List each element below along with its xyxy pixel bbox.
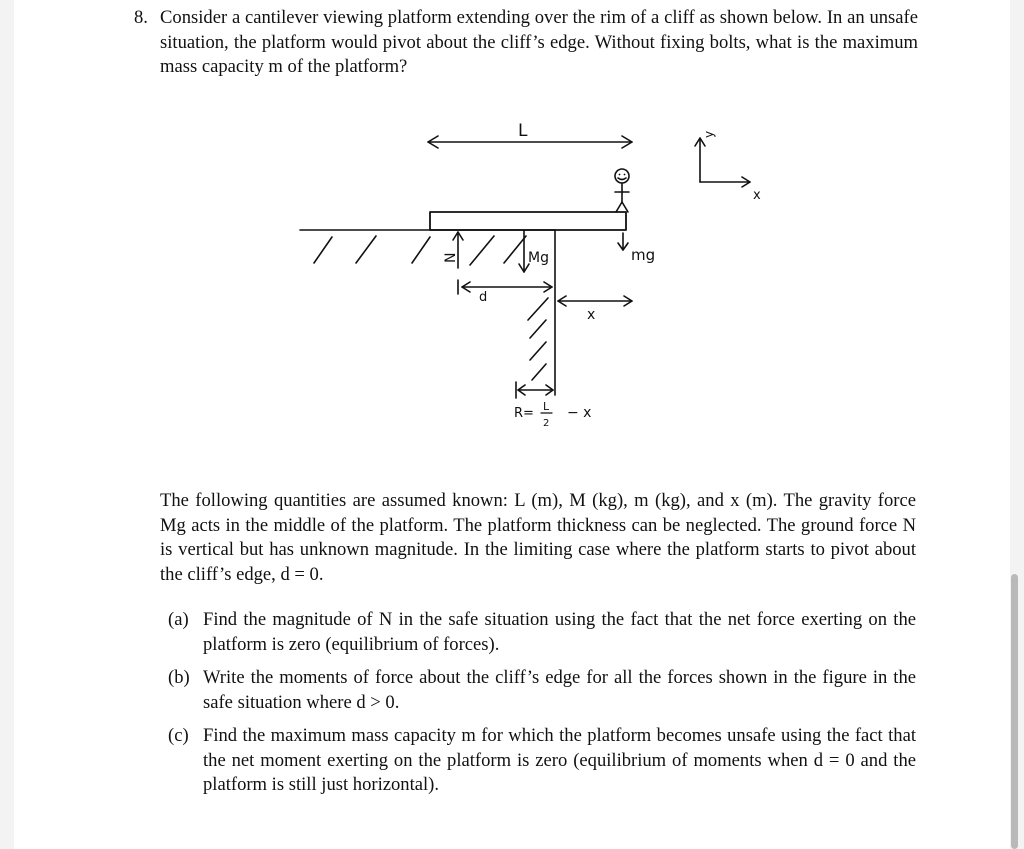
r-dimension-arrow <box>516 382 553 398</box>
axis-x-label: x <box>753 188 761 203</box>
question-number: 8. <box>134 7 148 28</box>
sub-questions <box>168 608 916 807</box>
length-arrow <box>428 136 632 148</box>
axes-icon <box>695 138 750 187</box>
d-label: d <box>479 290 488 305</box>
r-formula <box>514 400 591 429</box>
part-b-label: (b) <box>168 667 190 688</box>
platform-beam <box>430 212 626 230</box>
given-quantities: The following quantities are assumed known: L (m), M (kg), m (kg), and x (m). The gravity force Mg acts in the middle of the platform. The platform thickness can be neglected. The ground force N is vertical but has unknown magnitude. In the limiting case where the platform starts to pivot about the cliff’s edge, d = 0. <box>160 490 916 585</box>
scrollbar-thumb[interactable] <box>1011 574 1018 849</box>
d-dimension-arrow <box>458 280 552 294</box>
r-label: R= <box>514 406 534 421</box>
ground-hatch <box>314 236 526 265</box>
x-label: x <box>587 307 596 323</box>
r-denominator: 2 <box>543 418 550 429</box>
part-c-text: Find the maximum mass capacity m for which the platform becomes unsafe using the fact that the net moment exerting on the platform is zero (equilibrium of moments when d = 0 and the platform is still just horizontal). <box>203 725 916 795</box>
part-a-text: Find the magnitude of N in the safe situation using the fact that the net force exerting on the platform is zero (equilibrium of forces). <box>203 609 916 655</box>
x-dimension-arrow <box>558 296 632 306</box>
part-a <box>168 608 916 657</box>
cantilever-figure <box>290 110 790 440</box>
length-label: L <box>518 121 528 141</box>
person-weight-arrow <box>618 233 628 250</box>
person-figure <box>615 169 629 212</box>
platform-weight-label: Mg <box>528 250 549 266</box>
r-numerator: L <box>543 400 550 413</box>
part-c-label: (c) <box>168 725 189 746</box>
normal-force-label: N <box>443 252 459 263</box>
part-a-label: (a) <box>168 609 189 630</box>
part-b-text: Write the moments of force about the cliff’s edge for all the forces shown in the figure in the safe situation where d > 0. <box>203 667 916 713</box>
part-b <box>168 666 916 715</box>
person-weight-label: mg <box>631 246 656 264</box>
axis-y-label: y <box>702 130 716 138</box>
question-text: Consider a cantilever viewing platform extending over the rim of a cliff as shown below. In an unsafe situation, the platform would pivot about the cliff’s edge. Without fixing bolts, what is the maximum mass capacity m of the platform? <box>160 7 918 77</box>
part-c <box>168 724 916 798</box>
r-tail: − x <box>567 405 592 421</box>
